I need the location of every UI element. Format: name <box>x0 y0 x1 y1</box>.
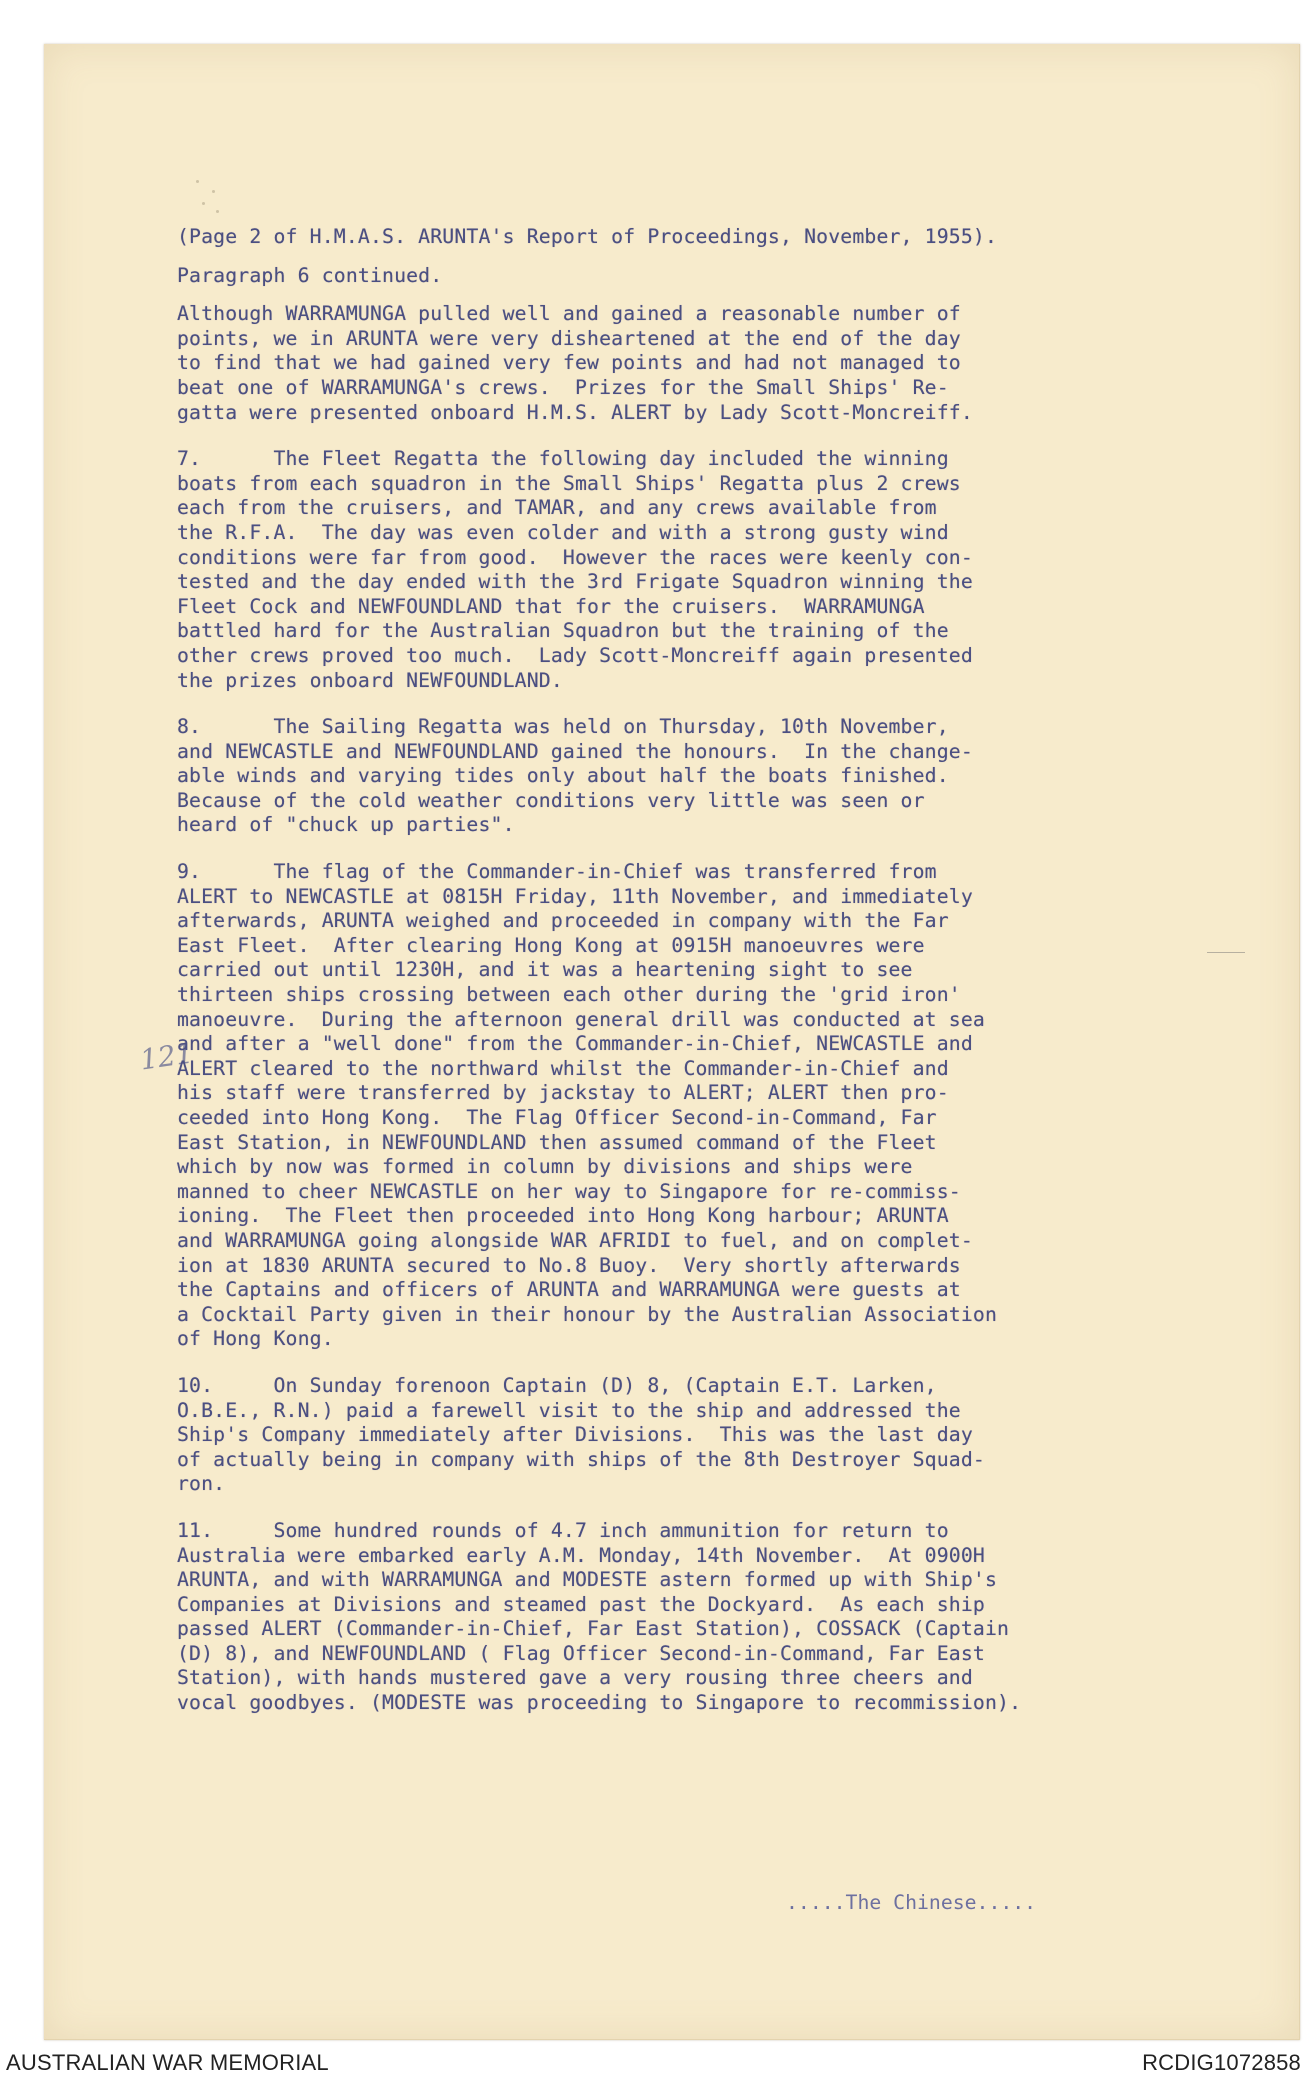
footer-archive-name: AUSTRALIAN WAR MEMORIAL <box>6 2050 329 2075</box>
text-line: conditions were far from good. However the races were keenly con- <box>177 545 973 569</box>
text-line: boats from each squadron in the Small Ships' Regatta plus 2 crews <box>177 471 961 495</box>
text-line: thirteen ships crossing between each other during the 'grid iron' <box>177 983 961 1007</box>
text-line: Fleet Cock and NEWFOUNDLAND that for the cruisers. WARRAMUNGA <box>177 594 925 618</box>
text-line: ALERT to NEWCASTLE at 0815H Friday, 11th November, and immediately <box>177 884 973 908</box>
text-line: 10. On Sunday forenoon Captain (D) 8, (Captain E.T. Larken, <box>177 1373 937 1397</box>
text-line: O.B.E., R.N.) paid a farewell visit to the ship and addressed the <box>177 1398 961 1422</box>
margin-annotation: 121 <box>137 1036 196 1077</box>
text-line: Because of the cold weather conditions very little was seen or <box>177 788 925 812</box>
text-line: a Cocktail Party given in their honour by the Australian Association <box>177 1302 998 1326</box>
text-line: East Fleet. After clearing Hong Kong at 0915H manoeuvres were <box>177 933 925 957</box>
text-line: carried out until 1230H, and it was a heartening sight to see <box>177 958 913 982</box>
text-line: 8. The Sailing Regatta was held on Thursday, 10th November, <box>177 715 949 739</box>
text-line: East Station, in NEWFOUNDLAND then assumed command of the Fleet <box>177 1130 937 1154</box>
text-line: ceeded into Hong Kong. The Flag Officer Second-in-Command, Far <box>177 1106 937 1129</box>
text-line: Ship's Company immediately after Divisions. This was the last day <box>177 1423 973 1447</box>
text-line: ARUNTA, and with WARRAMUNGA and MODESTE astern formed up with Ship's <box>177 1568 998 1592</box>
text-line: ron. <box>177 1472 226 1496</box>
paragraph-gap <box>177 1497 1217 1519</box>
text-line: the prizes onboard NEWFOUNDLAND. <box>177 668 563 692</box>
paragraph-gap <box>177 693 1217 715</box>
text-line: heard of "chuck up parties". <box>177 813 515 837</box>
paper-specks <box>194 176 224 216</box>
text-line: his staff were transferred by jackstay to ALERT; ALERT then pro- <box>177 1081 949 1105</box>
text-line: afterwards, ARUNTA weighed and proceeded in company with the Far <box>177 909 949 933</box>
paragraph-gap <box>177 1352 1217 1374</box>
text-line: battled hard for the Australian Squadron but the training of the <box>177 619 949 643</box>
text-line: gatta were presented onboard H.M.S. ALERT by Lady Scott-Moncreiff. <box>177 400 973 424</box>
footer-record-id: RCDIG1072858 <box>1142 2050 1301 2075</box>
text-line: of Hong Kong. <box>177 1327 334 1351</box>
text-line: Although WARRAMUNGA pulled well and gained a reasonable number of <box>177 302 961 326</box>
page-header: (Page 2 of H.M.A.S. ARUNTA's Report of Proceedings, November, 1955). <box>177 225 998 248</box>
text-line: the R.F.A. The day was even colder and with a strong gusty wind <box>177 520 949 544</box>
continued-label: Paragraph 6 continued. <box>177 263 443 287</box>
text-line: 9. The flag of the Commander-in-Chief was transferred from <box>177 860 937 884</box>
text-line: vocal goodbyes. (MODESTE was proceeding to Singapore to recommission). <box>177 1691 1022 1715</box>
text-line: ion at 1830 ARUNTA secured to No.8 Buoy. Very shortly afterwards <box>177 1253 961 1277</box>
text-line: which by now was formed in column by divisions and ships were <box>177 1155 913 1179</box>
text-line: beat one of WARRAMUNGA's crews. Prizes for the Small Ships' Re- <box>177 375 949 399</box>
text-line: able winds and varying tides only about half the boats finished. <box>177 764 949 788</box>
text-line: and after a "well done" from the Commander-in-Chief, NEWCASTLE and <box>177 1032 973 1056</box>
paragraph-gap <box>177 425 1217 447</box>
text-line: passed ALERT (Commander-in-Chief, Far East Station), COSSACK (Captain <box>177 1617 1010 1641</box>
paragraph-gap <box>177 838 1217 860</box>
text-line: Australia were embarked early A.M. Monday, 14th November. At 0900H <box>177 1543 985 1567</box>
text-line: ALERT cleared to the northward whilst the Commander-in-Chief and <box>177 1056 949 1080</box>
text-line: Station), with hands mustered gave a very rousing three cheers and <box>177 1666 973 1690</box>
typed-text-body <box>177 225 1217 1716</box>
text-line: other crews proved too much. Lady Scott-Moncreiff again presented <box>177 643 973 667</box>
text-line: tested and the day ended with the 3rd Frigate Squadron winning the <box>177 570 973 594</box>
text-line: Companies at Divisions and steamed past the Dockyard. As each ship <box>177 1592 985 1616</box>
text-line: to find that we had gained very few points and had not managed to <box>177 351 961 375</box>
text-line: 7. The Fleet Regatta the following day included the winning <box>177 447 949 471</box>
text-line: 11. Some hundred rounds of 4.7 inch ammunition for return to <box>177 1518 949 1542</box>
catchword: .....The Chinese..... <box>786 1891 1037 1914</box>
text-line: each from the cruisers, and TAMAR, and any crews available from <box>177 496 937 520</box>
text-line: points, we in ARUNTA were very disheartened at the end of the day <box>177 326 961 350</box>
text-line: and WARRAMUNGA going alongside WAR AFRIDI to fuel, and on complet- <box>177 1228 973 1252</box>
text-line: and NEWCASTLE and NEWFOUNDLAND gained the honours. In the change- <box>177 739 973 763</box>
body-lines <box>177 302 1217 1715</box>
text-line: of actually being in company with ships of the 8th Destroyer Squad- <box>177 1447 985 1471</box>
text-line: manned to cheer NEWCASTLE on her way to Singapore for re-commiss- <box>177 1179 961 1203</box>
text-line: (D) 8), and NEWFOUNDLAND ( Flag Officer Second-in-Command, Far East <box>177 1641 985 1665</box>
text-line: manoeuvre. During the afternoon general drill was conducted at sea <box>177 1007 985 1031</box>
text-line: ioning. The Fleet then proceeded into Hong Kong harbour; ARUNTA <box>177 1204 949 1228</box>
text-line: the Captains and officers of ARUNTA and WARRAMUNGA were guests at <box>177 1278 961 1302</box>
